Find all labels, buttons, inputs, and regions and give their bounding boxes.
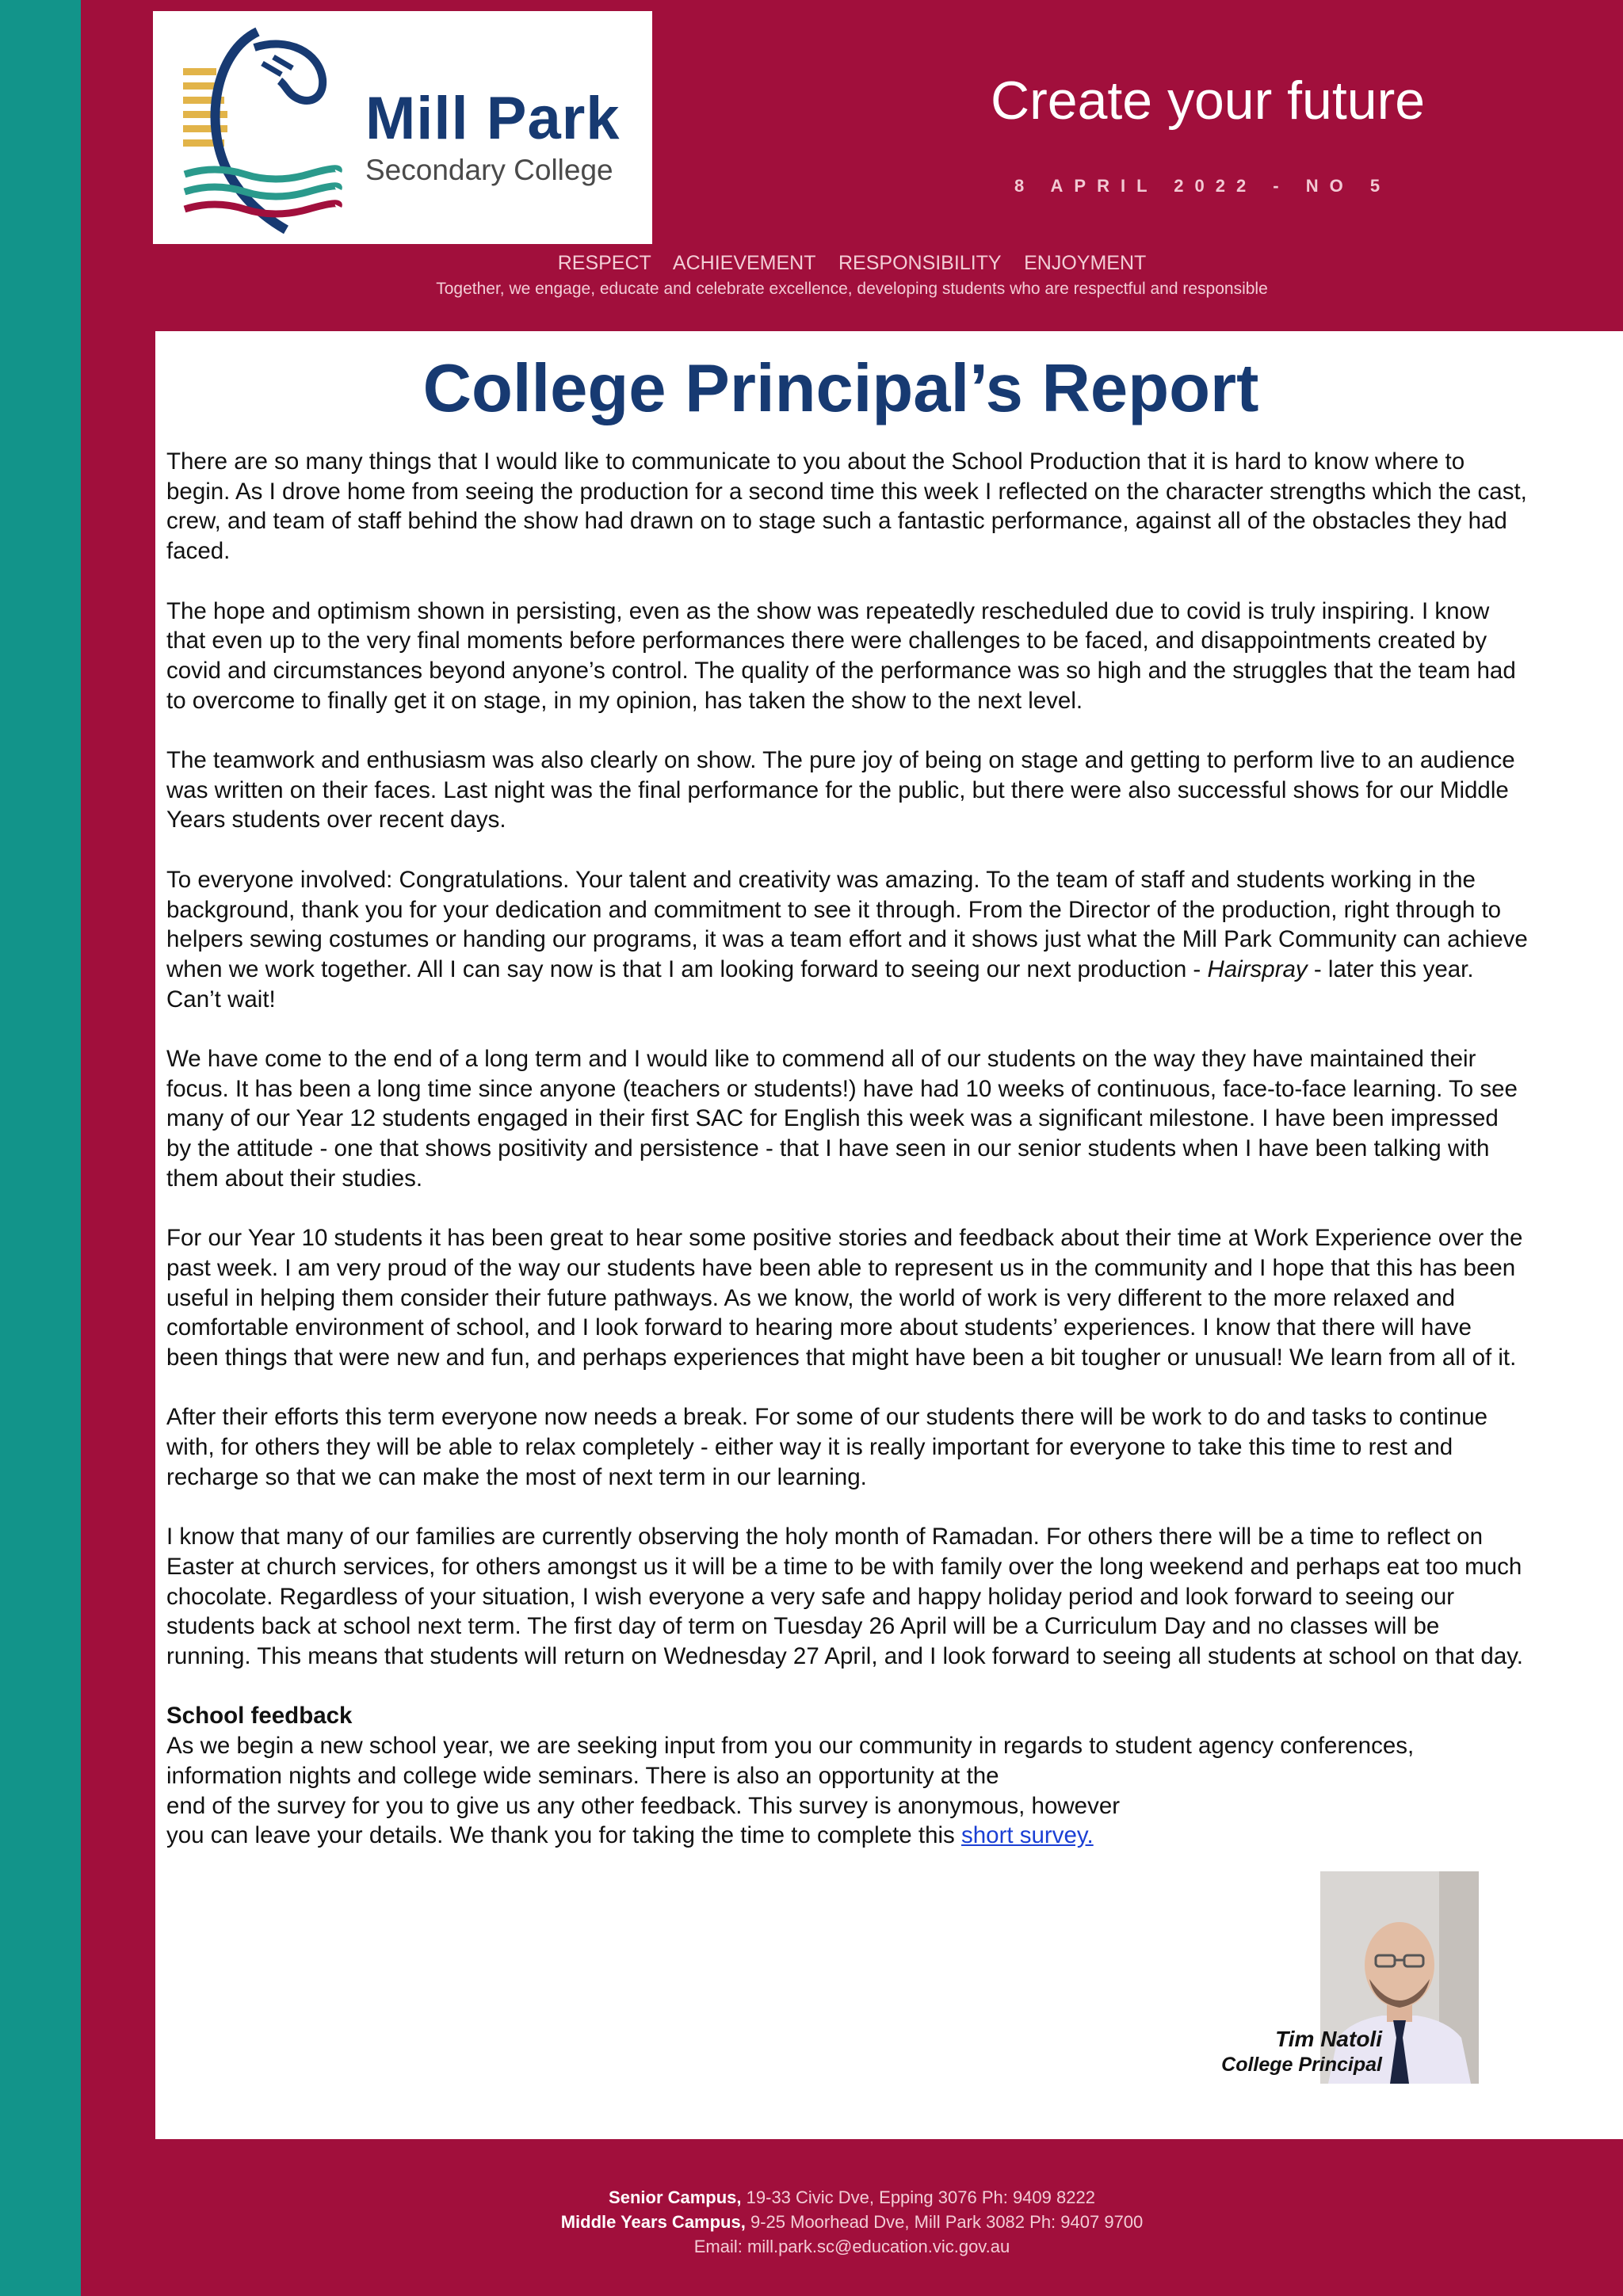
paragraph: I know that many of our families are currently observing the holy month of Ramadan. For others there will be a time to reflect on Easter at church services, for others amongst us it will be a time to be with family over the long weekend and perhaps eat too much chocolate. Regardless of your situation, I wish everyone a very safe and happy holiday period and look forward to seeing our students back at school next term. The first day of term on Tuesday 26 April will be a Curriculum Day and no classes will be running. This means that students will return on Wednesday 27 April, and I look forward to seeing all students at school on that day. xyxy=(166,1524,1523,1670)
page-title: College Principal’s Report xyxy=(422,351,1259,426)
signature-block xyxy=(1221,2027,1382,2077)
seahorse-logo-icon xyxy=(169,22,343,236)
paragraph: For our Year 10 students it has been great to hear some positive stories and feedback about their time at Work Experience over the past week. I am very proud of the way our students have been able to represent us in the community and I hope that this has been useful in helping them consider their future pathways. As we know, the world of work is very different to the more relaxed and comfortable environment of school, and I look forward to hearing more about students’ experiences. I know that there will have been things that were new and fun, and perhaps experiences that might have been a bit tougher or unusual! We learn from all of it. xyxy=(166,1225,1523,1371)
production-title: Hairspray xyxy=(1207,955,1308,982)
feedback-section: School feedback As we begin a new school year, we are seeking input from you our community in regards to student agency conferences, information nights and college wide seminars. There is also an opportunity at the end of the survey for you to give us any other feedback. This survey is anonymous, however you can leave your details. We thank you for taking the time to complete this short survey. xyxy=(166,1701,1529,1851)
paragraph: After their efforts this term everyone now needs a break. For some of our students there will be work to do and tasks to continue with, for others they will be able to relax completely - either way it is really important for everyone to take this time to rest and recharge so that we can make the most of next term in our learning. xyxy=(166,1404,1488,1490)
short-survey-link[interactable]: short survey. xyxy=(961,1822,1094,1849)
slogan: Create your future xyxy=(991,71,1426,131)
logo-subtitle: Secondary College xyxy=(365,154,613,186)
paragraph: There are so many things that I would like to communicate to you about the School Production that it is hard to know where to begin. As I drove home from seeing the production for a second time this week I reflected on the character strengths which the cast, crew, and team of staff behind the show had drawn on to stage such a fantastic performance, against all of the obstacles they had faced. xyxy=(166,448,1527,565)
teal-side-band xyxy=(0,0,81,2296)
paragraph: To everyone involved: Congratulations. Your talent and creativity was amazing. To the team of staff and students working in the background, thank you for your dedication and commitment to see it through. From the Director of the production, right through to helpers sewing costumes or handing our programs, it was a team effort and it shows just what the Mill Park Community can achieve when we work together. All I can say now is that I am looking forward to seeing our next production - Hairspray - later this year. Can’t wait! xyxy=(166,866,1528,1013)
paragraph: The teamwork and enthusiasm was also clearly on show. The pure joy of being on stage and getting to perform live to an audience was written on their faces. Last night was the final performance for the public, but there were also successful shows for our Middle Years students over recent days. xyxy=(166,747,1515,833)
issue-date: 8 APRIL 2022 - NO 5 xyxy=(1014,176,1392,196)
principal-name: Tim Natoli xyxy=(1275,2027,1382,2051)
report-panel xyxy=(155,331,1623,2139)
principal-role: College Principal xyxy=(1221,2054,1382,2076)
report-body xyxy=(166,447,1529,1851)
school-values: RESPECT ACHIEVEMENT RESPONSIBILITY ENJOYMENT xyxy=(557,252,1147,274)
logo-name: Mill Park xyxy=(365,85,621,152)
footer-contacts: Senior Campus, 19-33 Civic Dve, Epping 3076 Ph: 9409 8222 Middle Years Campus, 9-25 Moorhead Dve, Mill Park 3082 Ph: 9407 9700 Email: mill.park.sc@education.vic.gov.au xyxy=(81,2185,1623,2259)
footer-email: Email: mill.park.sc@education.vic.gov.au xyxy=(693,2237,1010,2256)
paragraph: We have come to the end of a long term and I would like to commend all of our students on the way they have maintained their focus. It has been a long time since anyone (teachers or students!) have had 10 weeks of continuous, face-to-face learning. To see many of our Year 12 students engaged in their first SAC for English this week was a significant milestone. I have been impressed by the attitude - one that shows positivity and persistence - that I have seen in our senior students when I have been talking with them about their studies. xyxy=(166,1046,1518,1192)
mission-statement: Together, we engage, educate and celebrate excellence, developing students who are respectful and responsible xyxy=(436,280,1268,298)
college-logo xyxy=(153,11,652,244)
feedback-heading: School feedback xyxy=(166,1703,353,1730)
paragraph: The hope and optimism shown in persisting, even as the show was repeatedly rescheduled due to covid is truly inspiring. I know that even up to the very final moments before performances there were challenges to be faced, and disappointments created by covid and circumstances beyond anyone’s control. The quality of the performance was so high and the struggles that the team had to overcome to finally get it on stage, in my opinion, has taken the show to the next level. xyxy=(166,597,1516,714)
